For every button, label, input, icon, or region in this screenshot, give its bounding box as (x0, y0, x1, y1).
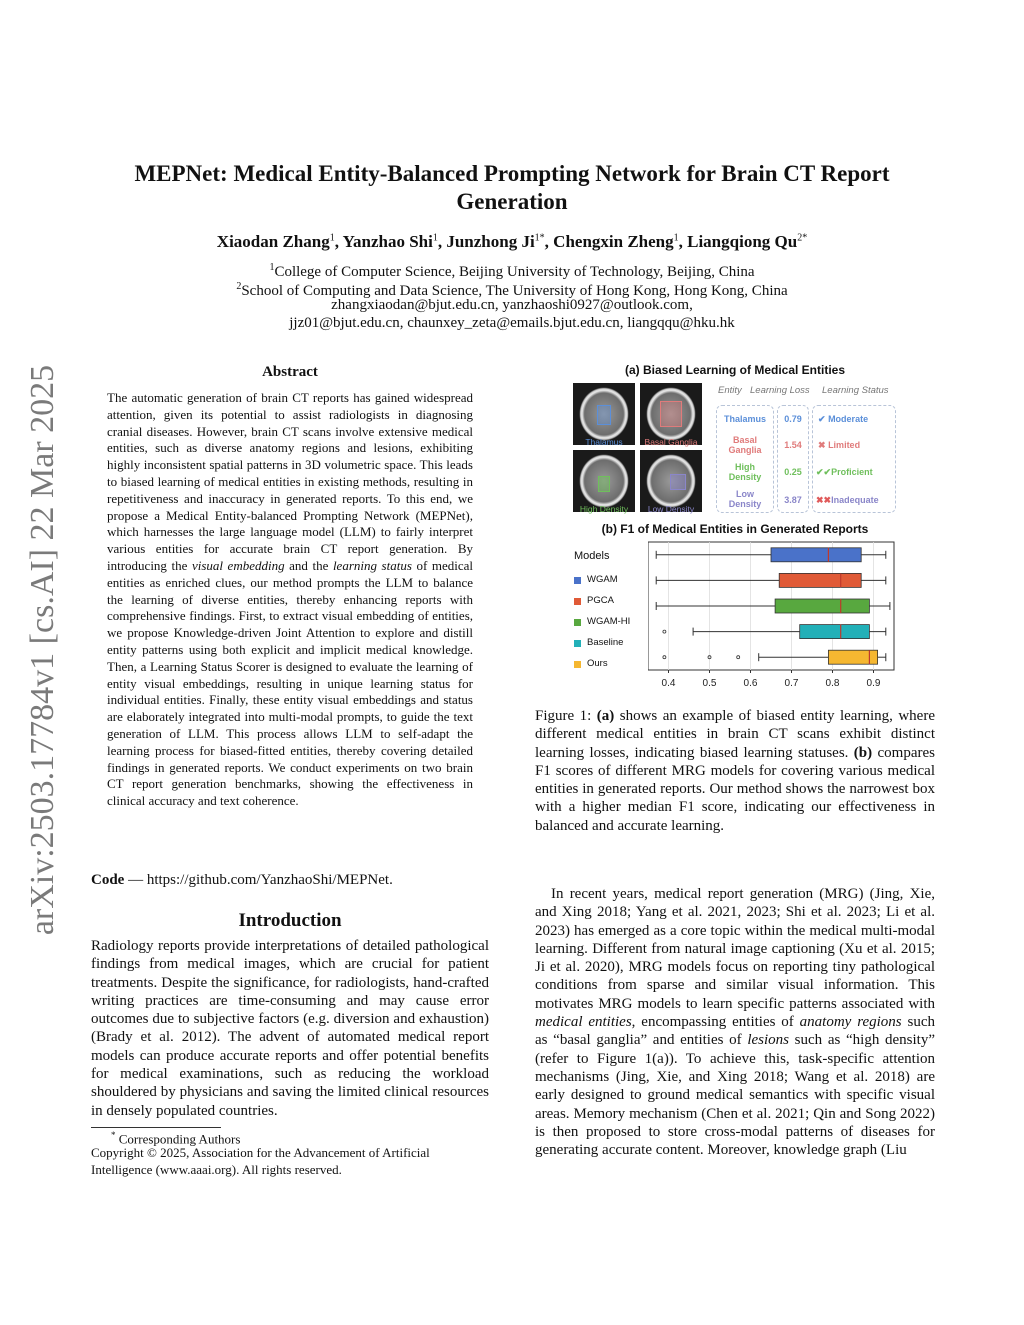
affiliation-2: $^2$School of Computing and Data Science, The University of Hong Kong, Hong Kong, China (236, 281, 788, 299)
footnote-corresponding: * Corresponding Authors (111, 1130, 241, 1147)
figure-b-title: (b) F1 of Medical Entities in Generated Reports (601, 522, 869, 536)
arxiv-identifier: arXiv:2503.17784v1 [cs.AI] 22 Mar 2025 (24, 364, 61, 936)
box-wgam-hi (775, 599, 869, 613)
col-status: Learning Status (822, 385, 889, 396)
col-entity: Entity (718, 385, 742, 396)
author: Yanzhao Shi$^1$, (342, 232, 447, 251)
entity-name: High Density (728, 462, 762, 482)
x-tick-label: 0.9 (866, 678, 881, 689)
box-ours (828, 650, 877, 664)
author-list (100, 232, 924, 252)
double-check-icon: ✔✔ (816, 467, 832, 477)
entity-loss: 1.54 (784, 440, 802, 450)
entity-name: Low Density (728, 489, 762, 509)
paper-title (100, 160, 924, 216)
x-tick-label: 0.7 (784, 678, 799, 689)
entity-status: ✔ Moderate (818, 414, 869, 424)
entity-status: ✖ Limited (818, 440, 861, 450)
scan-label: Thalamus (585, 437, 623, 447)
title-line-2: Generation (456, 189, 568, 214)
affiliation-1: $^1$College of Computer Science, Beijing University of Technology, Beijing, China (269, 262, 755, 280)
legend-swatch (574, 661, 581, 668)
entity-loss: 0.79 (784, 414, 802, 424)
legend-swatch (574, 598, 581, 605)
author: Xiaodan Zhang$^1$, (216, 232, 343, 251)
col-loss: Learning Loss (750, 385, 810, 396)
ct-scan-basal-ganglia (640, 383, 702, 445)
entity-loss: 3.87 (784, 495, 802, 505)
scan-label: Basal Ganglia (644, 437, 698, 447)
abstract-heading: Abstract (262, 364, 318, 380)
entity-loss: 0.25 (784, 467, 802, 477)
author: Chengxin Zheng$^1$, (553, 232, 688, 251)
x-tick-label: 0.5 (702, 678, 717, 689)
author: Liangqiong $Qu^{2*}$ (687, 232, 808, 251)
x-tick-label: 0.8 (825, 678, 840, 689)
legend-title: Models (574, 550, 610, 562)
outlier-point (663, 630, 666, 633)
footnote-rule (91, 1127, 221, 1128)
box-baseline (800, 625, 870, 639)
scan-label: High Density (579, 504, 629, 514)
x-tick-label: 0.6 (743, 678, 758, 689)
entity-name: Basal Ganglia (728, 435, 762, 455)
legend-label: WGAM-HI (587, 616, 631, 627)
f1-boxplot (648, 540, 898, 690)
x-tick-label: 0.4 (661, 678, 676, 689)
ct-scan-thalamus (573, 383, 635, 445)
intro-continued: In recent years, medical report generation (MRG) (Jing, Xie, and Xing 2018; Yang et al. 2021, 2023; Shi et al. 2023; Li et al. 2023) has emerged as a core topic within the medical multi-modal learning. Different from natural image captioning (Xu et al. 2015; Ji et al. 2020), MRG models focus on reporting tiny pathological conditions from sparse and similar visual information. This motivates MRG models to learn specific patterns associated with medical entities, encompassing entities of anatomy regions such as “basal ganglia” and entities of lesions such as “high density” (refer to Figure 1(a)). To achieve this, task-specific attention mechanisms (Jing, Xie, and Xing 2018; Wang et al. 2018) are early designed to ground medical semantics with specific visual areas. Memory mechanism (Chen et al. 2021; Qin and Song 2022) is then proposed to store cross-modal patterns of diseases for generating accurate content. Moreover, knowledge graph (Liu (535, 886, 935, 1159)
outlier-point (737, 656, 740, 659)
introduction-heading: Introduction (238, 910, 342, 931)
scan-label: Low Density (647, 504, 695, 514)
emails-line-2: jjz01@bjut.edu.cn, chaunxey_zeta@emails.bjut.edu.cn, liangqqu@hku.hk (289, 315, 735, 331)
double-cross-icon: ✖✖ (816, 495, 832, 505)
author: Junzhong $Ji^{1*}$, (446, 232, 554, 251)
legend-swatch (574, 619, 581, 626)
introduction-body: Radiology reports provide interpretations of detailed pathological findings from medical images, which are crucial for patient treatments. Despite the significance, for radiologists, hand-crafted writing practices are time-consuming and may cause error outcomes due to subjective factors (e.g. diversion and exhaustion) (Brady et al. 2012). The advent of automated medical report models can produce accurate reports and offer potential benefits for medical examinations, such as reducing the workload shouldered by physicians and saving the limited clinical resources in densely populated countries. (91, 938, 489, 1119)
legend-label: Ours (587, 658, 608, 669)
box-pgca (779, 573, 861, 587)
figure-a-title: (a) Biased Learning of Medical Entities (624, 363, 846, 377)
figure-caption: Figure 1: (a) shows an example of biased entity learning, where different medical entities in brain CT scans exhibit distinct learning losses, indicating biased learning statuses. (b) compares F1 scores of different MRG models for covering various medical entities in generated reports. Our method shows the narrowest box with a higher median F1 score, indicating our effectiveness in balanced and accurate learning. (535, 708, 935, 834)
legend-swatch (574, 577, 581, 584)
entity-status: ✖✖Inadequate (816, 495, 879, 505)
emails-line-1: zhangxiaodan@bjut.edu.cn, yanzhaoshi0927@outlook.com, (331, 297, 693, 313)
legend-label: PGCA (587, 595, 614, 606)
legend-label: Baseline (587, 637, 624, 648)
legend-swatch (574, 640, 581, 647)
code-link[interactable]: Code — https://github.com/YanzhaoShi/MEPNet. (91, 872, 393, 888)
check-icon: ✔ (818, 414, 826, 424)
legend-label: WGAM (587, 574, 618, 585)
box-wgam (771, 548, 861, 562)
entity-name: Thalamus (723, 414, 766, 424)
ct-scan-low-density (640, 450, 702, 512)
cross-icon: ✖ (818, 440, 826, 450)
outlier-point (663, 656, 666, 659)
title-line-1: MEPNet: Medical Entity-Balanced Prompting Network for Brain CT Report (134, 161, 890, 186)
ct-scan-high-density (573, 450, 635, 512)
copyright-notice: Copyright © 2025, Association for the Advancement of Artificial Intelligence (www.aaai.org). All rights reserved. (91, 1145, 430, 1177)
entity-status: ✔✔Proficient (816, 467, 873, 477)
abstract-body: The automatic generation of brain CT reports has gained widespread attention, given its potential to assist radiologists in diagnosing cranial diseases. However, brain CT scans involve extensive medical entities, such as diverse anatomy regions and lesions, exhibiting highly inconsistent spatial patterns in 3D volumetric space. This leads to biased learning of medical entities in existing methods, resulting in repetitiveness and inaccuracy in generated reports. To this end, we propose a Medical Entity-balanced Prompting Network (MEPNet), which harnesses the large language model (LLM) to fairly interpret various entities for accurate brain CT report generation. By introducing the visual embedding and the learning status of medical entities as enriched clues, our method prompts the LLM to balance the learning of diverse entities, thereby enhancing reports with comprehensive findings. First, to extract visual embedding of entities, we propose Knowledge-driven Joint Attention to explore and distill entity patterns using both explicit and implicit medical knowledge. Then, a Learning Status Scorer is designed to evaluate the learning of entity visual embeddings, resulting in unique learning status for individual entities. Finally, these entity visual embeddings and status are elaborately integrated into multi-modal prompts, to guide the text generation of LLM. This process allows LLM to self-adapt the learning process for biased-fitted entities, thereby covering detailed findings in generated reports. We conduct experiments on two brain CT report generation benchmarks, showing the effectiveness in clinical accuracy and text coherence. (107, 390, 473, 809)
